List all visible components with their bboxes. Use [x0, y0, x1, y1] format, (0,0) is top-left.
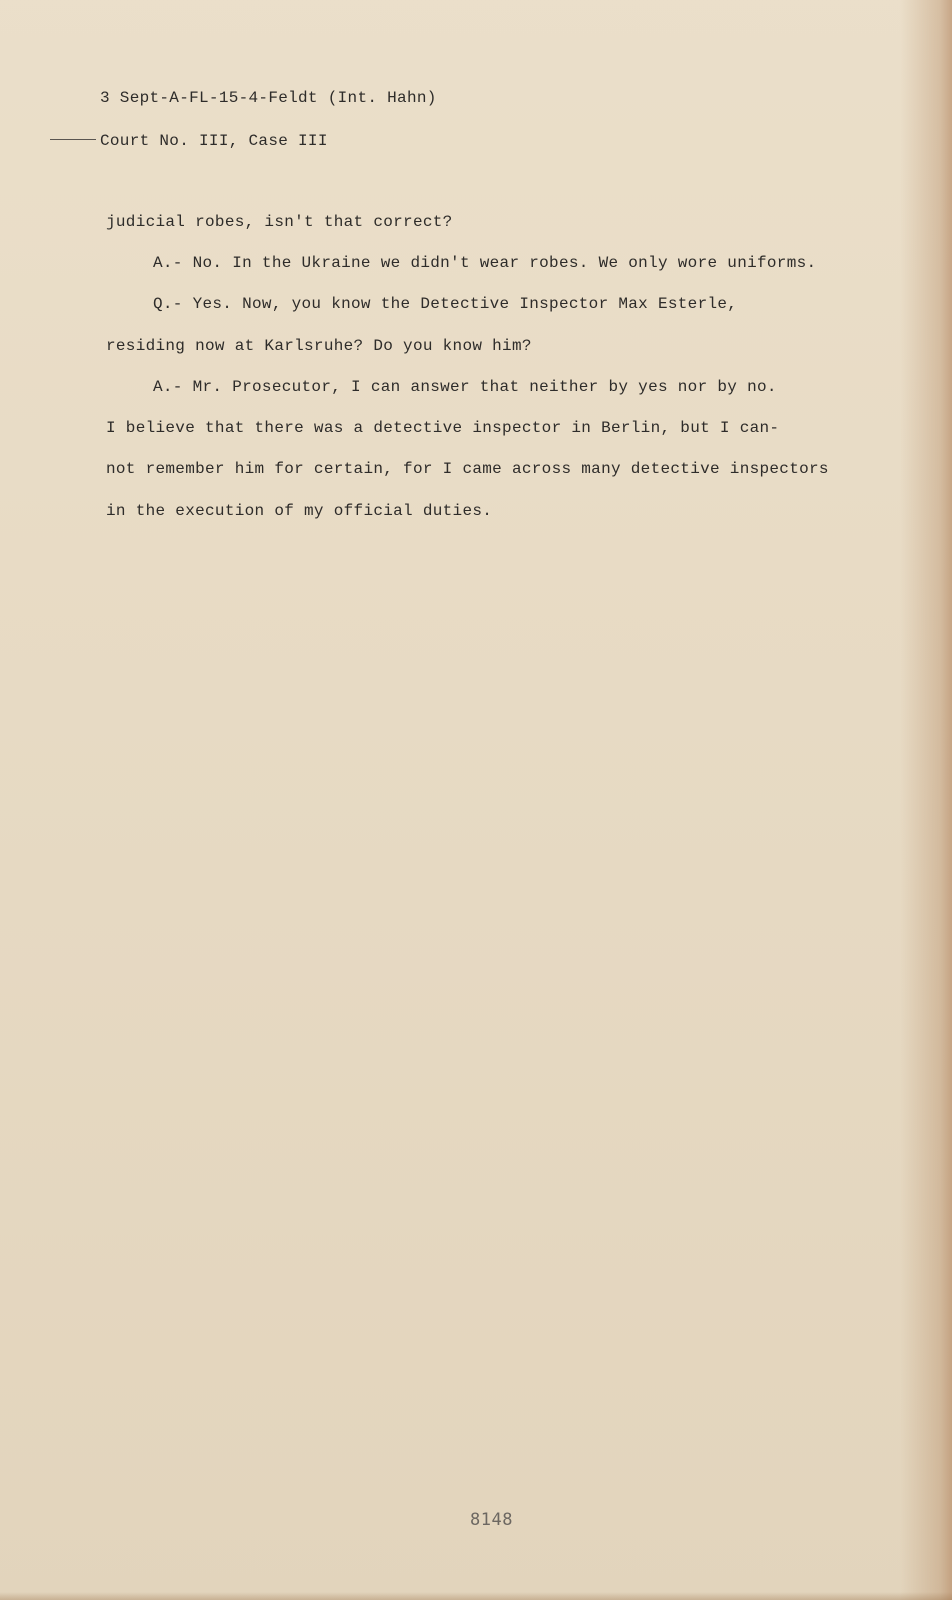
answer-line: A.- No. In the Ukraine we didn't wear robes. We only wore uniforms. [153, 254, 817, 272]
text-line: in the execution of my official duties. [106, 502, 493, 520]
page-number: 8148 [470, 1510, 513, 1530]
text-line: judicial robes, isn't that correct? [106, 213, 453, 231]
text-line: I believe that there was a detective inspector in Berlin, but I can- [106, 419, 780, 437]
text-line: residing now at Karlsruhe? Do you know him? [106, 337, 532, 355]
paper-edge-shadow [0, 1592, 952, 1600]
margin-dash-mark [50, 139, 96, 140]
answer-line: A.- Mr. Prosecutor, I can answer that neither by yes nor by no. [153, 378, 777, 396]
question-line: Q.- Yes. Now, you know the Detective Inspector Max Esterle, [153, 295, 738, 313]
header-reference: 3 Sept-A-FL-15-4-Feldt (Int. Hahn) [100, 89, 437, 107]
text-line: not remember him for certain, for I came across many detective inspectors [106, 460, 829, 478]
header-court: Court No. III, Case III [100, 132, 328, 150]
